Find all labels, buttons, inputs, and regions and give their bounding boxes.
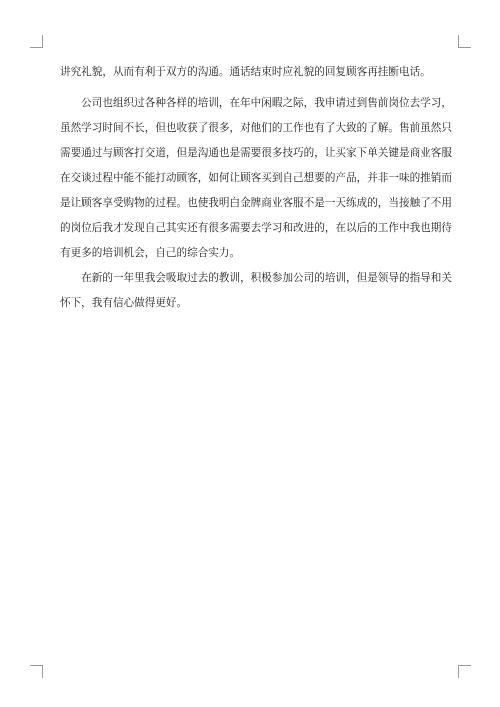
text-line-2: 公司也组织过各种各样的培训，在年中闲暇之际，我申请过到售前岗位去学习， — [60, 97, 452, 109]
text-line-8: 有更多的培训机会，自己的综合实力。 — [60, 247, 241, 259]
crop-mark-top-left — [30, 35, 43, 48]
crop-mark-bottom-right — [458, 665, 471, 678]
text-line-10: 怀下，我有信心做得更好。 — [60, 297, 188, 309]
text-line-9: 在新的一年里我会吸取过去的教训，积极参加公司的培训，但是领导的指导和关 — [60, 272, 452, 284]
text-line-3: 虽然学习时间不长，但也收获了很多，对他们的工作也有了大致的了解。售前虽然只 — [60, 122, 452, 134]
crop-mark-top-right — [458, 35, 471, 48]
crop-mark-bottom-left — [30, 665, 43, 678]
text-line-5: 在交谈过程中能不能打动顾客，如何让顾客买到自己想要的产品，并非一味的推销而 — [60, 172, 452, 184]
text-line-1: 讲究礼貌，从而有利于双方的沟通。通话结束时应礼貌的回复顾客再挂断电话。 — [60, 66, 431, 78]
text-line-7: 的岗位后我才发现自己其实还有很多需要去学习和改进的，在以后的工作中我也期待 — [60, 222, 452, 234]
text-line-4: 需要通过与顾客打交道，但是沟通也是需要很多技巧的，让买家下单关键是商业客服 — [60, 147, 452, 159]
text-line-6: 是让顾客享受购物的过程。也使我明白金牌商业客服不是一天练成的，当接触了不用 — [60, 197, 452, 209]
